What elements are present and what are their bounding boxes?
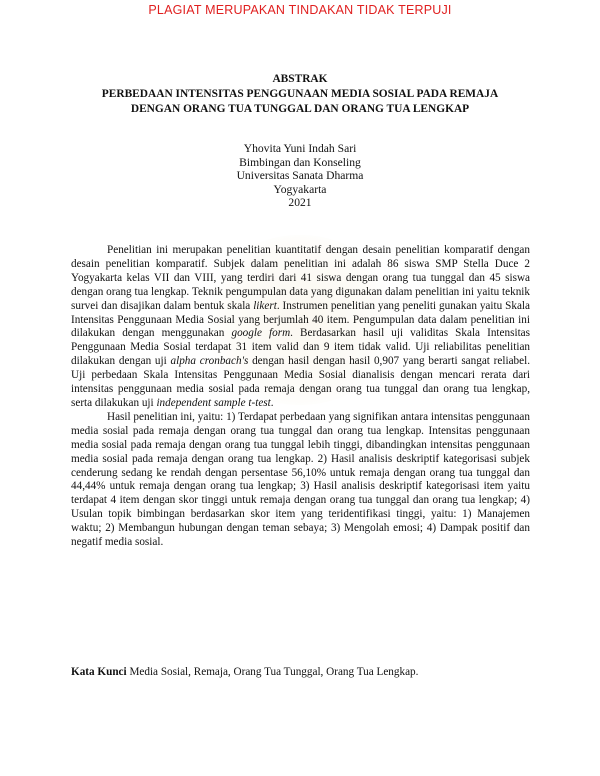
year: 2021 [288,196,312,210]
abstract-body [71,244,530,550]
title-line-1: PERBEDAAN INTENSITAS PENGGUNAAN MEDIA SOSIAL PADA REMAJA [101,88,499,100]
abstract-paragraph-2: Hasil penelitian ini, yaitu: 1) Terdapat perbedaan yang signifikan antara intensitas penggunaan media sosial pada remaja dengan orang tua tunggal dan orang tua lengkap. Intensitas penggunaan media sosial pada remaja dengan orang tua tunggal lebih tinggi, dibandingkan intensitas penggunaan media sosial pada remaja dengan orang tua lengkap. 2) Hasil analisis deskriptif kategorisasi subjek cenderung sedang ke rendah dengan persentase 56,10% untuk remaja dengan orang tua tunggal dan 44,44% untuk remaja dengan orang tua lengkap; 3) Hasil analisis deskriptif kategorisasi item yaitu terdapat 4 item dengan skor tinggi untuk remaja dengan orang tua tunggal dan orang tua lengkap; 4) Usulan topik bimbingan berdasarkan skor item yang teridentifikasi tinggi, yaitu: 1) Manajemen waktu; 2) Membangun hubungan dengan teman sebaya; 3) Mengolah emosi; 4) Dampak positif dan negatif media sosial. [71,410,530,549]
p1-text-2: . Instrumen penelitian yang peneliti gunakan yaitu Skala Intensitas Penggunaan Media Sosial yang berjumlah 40 item. Pengumpulan data dalam penelitian ini dilakukan dengan menggunakan [71,299,530,340]
abstract-label: ABSTRAK [272,73,328,85]
p1-text-5: . [270,396,274,409]
keywords-value: Media Sosial, Remaja, Orang Tua Tunggal, Orang Tua Lengkap. [126,666,419,678]
university-name: Universitas Sanata Dharma [236,169,364,183]
p1-text-3: . Berdasarkan hasil uji validitas Skala Intensitas Penggunaan Media Sosial terdapat 31 item valid dan 9 item tidak valid. Uji reliabilitas penelitian dilakukan dengan uji [71,327,530,368]
p1-text-4: dengan hasil dengan hasil 0,907 yang berarti sangat reliabel. Uji perbedaan Skala Intensitas Penggunaan Media Sosial dianalisis dengan mencari rerata dari intensitas penggunaan media sosial pada remaja dengan orang tua tunggal dan orang tua lengkap, serta dilakukan uji [71,355,531,409]
p1-italic-likert: likert [253,299,277,312]
keywords-label: Kata Kunci [71,666,127,678]
study-program: Bimbingan dan Konseling [239,155,361,169]
p1-italic-alpha-cronbach: alpha cronbach's [170,355,249,368]
abstract-paragraph-1 [71,244,530,411]
p1-text-1: Penelitian ini merupakan penelitian kuantitatif dengan desain penelitian komparatif dengan desain penelitian komparatif. Subjek dalam penelitian ini adalah 86 siswa SMP Stella Duce 2 Yogyakarta kelas VII dan VIII, yang terdiri dari 41 siswa dengan orang tua tunggal dan 45 siswa dengan orang tua lengkap. Teknik pengumpulan data yang digunakan dalam penelitian ini yaitu teknik survei dan disajikan dalam bentuk skala [71,244,530,312]
title-line-2: DENGAN ORANG TUA TUNGGAL DAN ORANG TUA LENGKAP [130,103,470,115]
city: Yogyakarta [273,182,327,196]
keywords [71,665,530,679]
author-name: Yhovita Yuni Indah Sari [243,142,357,155]
plagiarism-banner: PLAGIAT MERUPAKAN TINDAKAN TIDAK TERPUJI [148,3,452,17]
p1-italic-t-test: independent sample t-test [156,396,271,409]
abstract-heading [0,72,600,117]
author-info [0,142,600,210]
p1-italic-google-form: google form [231,327,291,340]
